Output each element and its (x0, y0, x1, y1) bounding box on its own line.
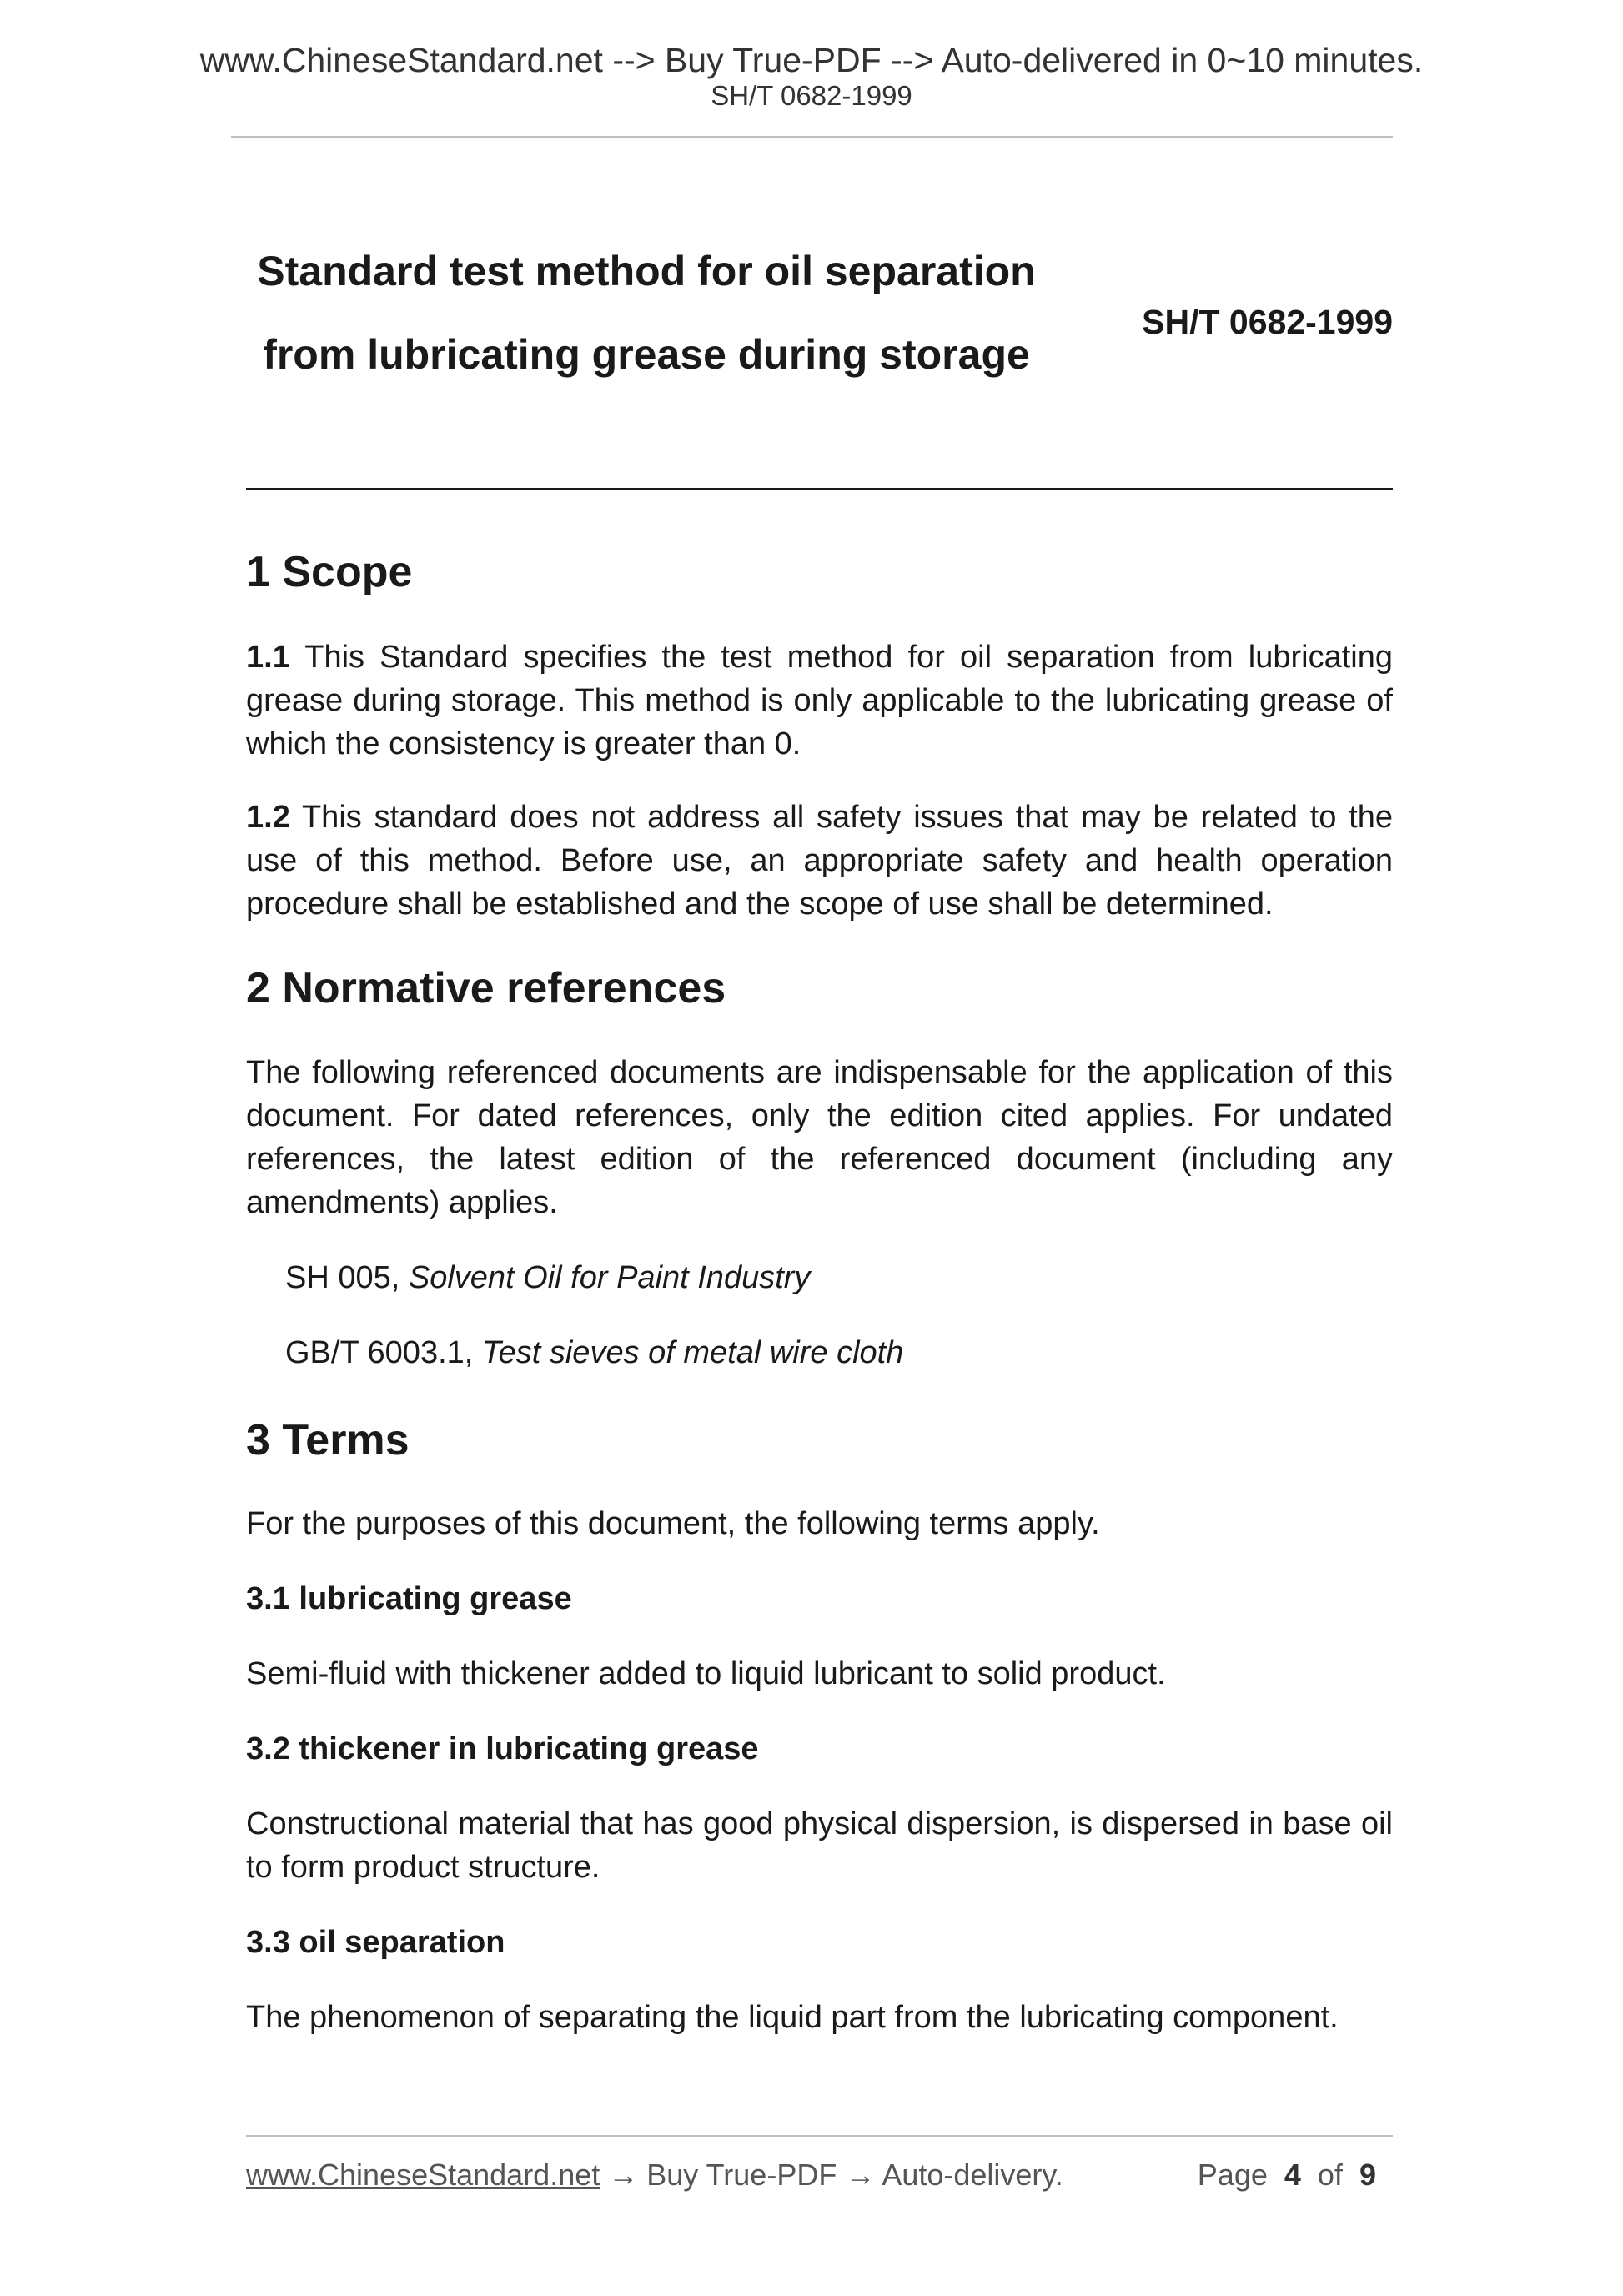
running-head: SH/T 0682-1999 (711, 80, 912, 111)
footer-promo-text: → Buy True-PDF → Auto-delivery. (600, 2158, 1063, 2192)
clause-number: 1.1 (246, 640, 290, 676)
reference-code: GB/T 6003.1, (285, 1334, 474, 1370)
page-body (246, 546, 1393, 2039)
section-heading-scope: 1 Scope (246, 548, 413, 596)
reference-title: Test sieves of metal wire cloth (481, 1334, 904, 1370)
page-of: of (1317, 2158, 1343, 2192)
footer-promo (246, 2160, 1063, 2190)
page-current: 4 (1284, 2158, 1301, 2192)
page-indicator (1151, 2160, 1376, 2190)
reference-item (246, 1256, 1393, 1299)
clause-number: 1.2 (246, 800, 290, 836)
section-heading-terms: 3 Terms (246, 1415, 410, 1465)
paragraph-1-2 (246, 796, 1393, 926)
page-total: 9 (1359, 2158, 1376, 2192)
term-definition: Constructional material that has good physical dispersion, is dispersed in base oil to form product structure. (246, 1806, 1393, 1886)
normative-intro: The following referenced documents are indispensable for the application of this document. For dated references, only the edition cited applies. For undated references, the latest edition of the referenced document (including any amendments) applies. (246, 1054, 1393, 1220)
footer-site-link[interactable]: www.ChineseStandard.net (246, 2158, 600, 2192)
reference-item (246, 1331, 1393, 1374)
clause-text: This Standard specifies the test method for oil separation from lubricating grease during storage. This method is only applicable to the lubricating grease of which the consistency is greater than 0. (246, 640, 1393, 762)
top-banner: www.ChineseStandard.net --> Buy True-PDF --> Auto-delivered in 0~10 minutes. (199, 41, 1424, 79)
term-heading: 3.2 thickener in lubricating grease (246, 1731, 759, 1767)
term-heading: 3.1 lubricating grease (246, 1581, 572, 1617)
standard-code: SH/T 0682-1999 (1142, 303, 1393, 341)
term-heading: 3.3 oil separation (246, 1925, 505, 1961)
term-definition: The phenomenon of separating the liquid part from the lubricating component. (246, 2000, 1339, 2036)
reference-code: SH 005, (285, 1259, 400, 1295)
term-definition: Semi-fluid with thickener added to liquid lubricant to solid product. (246, 1656, 1166, 1692)
paragraph-1-1 (246, 636, 1393, 766)
reference-title: Solvent Oil for Paint Industry (408, 1259, 811, 1295)
title-line-1: Standard test method for oil separation (257, 248, 1036, 294)
section-heading-normative-references: 2 Normative references (246, 964, 726, 1013)
header-divider (231, 136, 1393, 138)
document-title (225, 248, 1068, 378)
clause-text: This standard does not address all safety issues that may be related to the use of this method. Before use, an appropriate safety and health operation procedure shall be established and the scope of use shall be determined. (246, 800, 1393, 922)
footer-divider (246, 2135, 1393, 2137)
title-divider (246, 488, 1393, 490)
title-line-2: from lubricating grease during storage (263, 331, 1030, 378)
page-label: Page (1197, 2158, 1268, 2192)
terms-intro: For the purposes of this document, the following terms apply. (246, 1506, 1100, 1542)
